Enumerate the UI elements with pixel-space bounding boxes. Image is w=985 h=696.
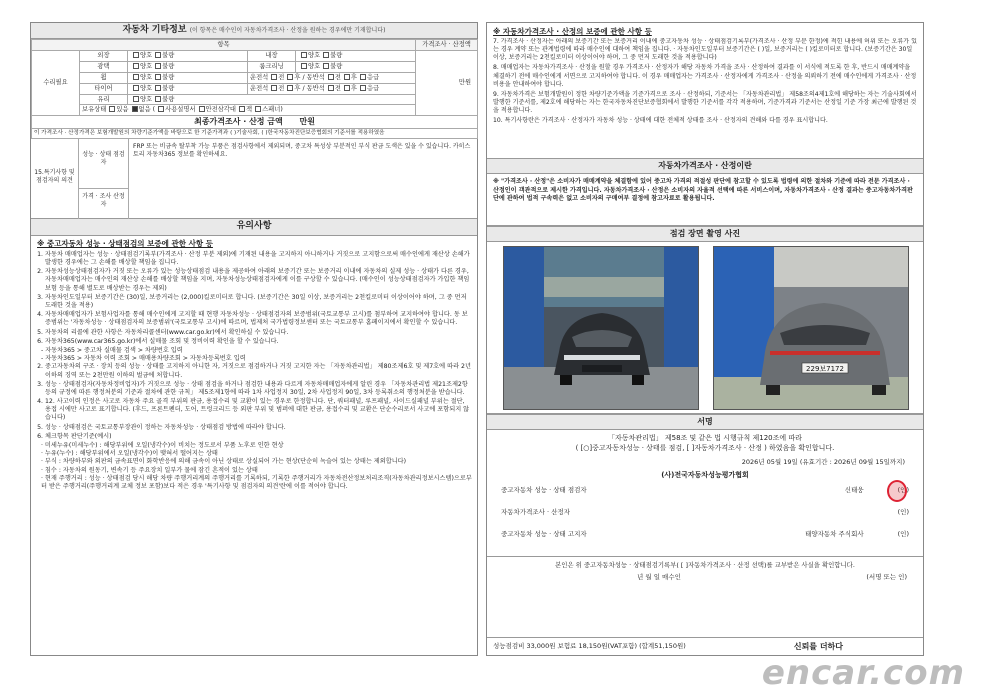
- etc-info-title: 자동차 기타정보 (이 항목은 매수인이 자동차가격조사 · 산정을 원하는 경우에만 기재합니다): [31, 23, 477, 39]
- row-room-clean: 룸크리닝: [248, 61, 296, 72]
- checkbox[interactable]: [301, 63, 307, 69]
- checkbox[interactable]: [239, 106, 245, 112]
- checkbox[interactable]: [271, 74, 277, 80]
- price-definition: ※ "가격조사 · 산정"은 소비자가 매매계약을 체결함에 있어 중고차 가격의 적절성 판단에 참고할 수 있도록 법령에 의한 절차와 기준에 따라 전문 가격조사 · 산정인이 객관적으로 제시한 가격입니다. 자동차가격조사 · 산정은 소비자의 자율적 선택에 따른 서비스이며, 자동차가격조사 · 산정 결과는 중고자동차가격판단에 관하여 법적 구속력은 없고 소비자의 구매여부 결정에 참고자료로 활용됩니다.: [487, 174, 923, 226]
- price-definition-title: 자동차가격조사 · 산정이란: [487, 158, 923, 174]
- owned-items: 보유상태 있음 없음 ( 사용설명서 안전삼각대 잭 스패너): [80, 105, 416, 116]
- seal-stamp: [887, 480, 907, 502]
- checkbox[interactable]: [287, 85, 293, 91]
- note-item: 5. 자동차의 리콜에 관한 사항은 자동차리콜센터(www.car.go.kr)에서 확인하실 수 있습니다.: [45, 329, 471, 337]
- interior-options: 양호 불량: [296, 51, 416, 62]
- notes-list-2: [31, 363, 477, 441]
- signers: [487, 486, 923, 556]
- note-item: 6. 체크항목 판단기준(예시): [45, 433, 471, 441]
- price-guarantee-items: [487, 38, 923, 158]
- checkbox[interactable]: [360, 74, 366, 80]
- checkbox[interactable]: [155, 85, 161, 91]
- fee-text: 성능점검비 33,000원 보험료 18,150원(VAT포함) (합계51,150원): [493, 642, 686, 651]
- sign-line-2: ( [○]중고자동차성능 · 상태를 점검, [ ]자동차가격조사 · 산정 ) 하였음을 확인합니다.: [575, 444, 835, 453]
- checkbox[interactable]: [109, 106, 115, 112]
- checkbox[interactable]: [287, 74, 293, 80]
- checkbox[interactable]: [323, 52, 329, 58]
- notes-list: [31, 251, 477, 346]
- checkbox[interactable]: [133, 74, 139, 80]
- checkbox[interactable]: [323, 63, 329, 69]
- criteria-item: · 미세누유(미세누수) : 해당부위에 오일(냉각수)이 비치는 정도로서 부품 노후로 인한 현상: [41, 442, 284, 449]
- frp-note: FRP 또는 비금속 탈부착 가능 부품은 점검사항에서 제외되며, 중고차 특성상 부분적인 부식 판금 도색은 있을 수 있습니다. 카히스토리 자동차365 정보를 확인하세요.: [133, 143, 471, 159]
- tire-positions: 운전석 전 후 / 동반석 전 후 응급: [248, 83, 416, 94]
- note-item: 1. 자동차 매매업자는 성능 · 상태점검기록부(가격조사 · 산정 부분 제외)에 기재된 내용을 고지하지 아니하거나 거짓으로 고지함으로써 매수인에게 재산상 손해가 발생한 경우에는 그 손해를 배상할 책임을 집니다.: [45, 251, 471, 267]
- etc-info-table: [31, 39, 478, 139]
- note-sub: - 자동차365 > 자동차 이력 조회 > 매매용차량조회 > 자동차등록번호 입력: [41, 355, 246, 363]
- note-item: 3. 자동차인도일부터 보증기간은 (30)일, 보증거리는 (2,000)킬로미터로 합니다. (보증기간은 30일 이상, 보증거리는 2천킬로미터 이상이어야 하며, 그 중 먼저 도래한 것을 적용): [45, 294, 471, 310]
- checkbox[interactable]: [328, 74, 334, 80]
- signer-row: 중고자동차 성능 · 상태 고지자 태양자동차 주식회사 (인): [501, 529, 909, 538]
- guarantee-item: 10. 특기사항란은 가격조사 · 산정자가 자동차 성능 · 상태에 대한 전체적 상태를 조사 · 산정자의 견해와 다를 경우 표시합니다.: [493, 116, 828, 124]
- trust-slogan: 신뢰를 더하다: [793, 641, 843, 651]
- checkbox[interactable]: [301, 52, 307, 58]
- note-item: 2. 자동차성능상태점검자가 거짓 또는 오류가 있는 성능상태점검 내용을 제공하여 아래의 보증기간 또는 보증거리 이내에 자동차의 실제 성능 · 상태가 다른 경우, 자동차매매업자는 매수인의 재산상 손해를 배상할 책임을 지며, 자동차성능상태점검자에게 이를 구상할 수 있습니다. (매수인이 성능상태점검자가 가입한 책임보험 등을 통해 별도로 배상받는 경우는 제외): [45, 268, 471, 293]
- note-item: 5. 성능 · 상태점검은 국토교통부장관이 정하는 자동차성능 · 상태점검 방법에 따라야 합니다.: [45, 424, 471, 432]
- wheel-options: 양호 불량: [128, 72, 248, 83]
- note-item: 4. 12. 사고이력 인정은 사고로 자동차 주요 골격 부위의 판금, 용접수리 및 교환이 있는 경우로 한정합니다. 단, 쿼터패널, 루프패널, 사이드실패널 부위는 절단, 용접 시에만 사고로 표기합니다. (후드, 프론트펜더, 도어, 트렁크리드 등 외판 부위 및 범퍼에 대한 판금, 용접수리 및 교환은 단순수리로서 사고에 포함되지 않습니다): [45, 398, 471, 423]
- criteria-item: · 부식 : 차량하부와 외판의 금속표면이 화학반응에 의해 금속이 아닌 상태로 상실되어 가는 현상(단순히 녹슬어 있는 상태는 제외합니다): [41, 458, 407, 466]
- col-item-header: 항목: [32, 40, 416, 51]
- wheel-positions: 운전석 전 후 / 동반석 전 후 응급: [248, 72, 416, 83]
- rear-photo: [713, 246, 909, 410]
- caution-notes: [31, 236, 477, 633]
- note-item: 2. 중고자동차의 구조 · 장치 등의 성능 · 상태를 고지하지 아니한 자, 거짓으로 점검하거나 거짓 고지한 자는 「자동차관리법」 제80조제6호 및 제7호에 따라 2년 이하의 징역 또는 2천만원 이하의 벌금에 처합니다.: [45, 363, 471, 379]
- receipt-date-row: 년 월 일 매수인 (서명 또는 인): [637, 572, 907, 581]
- criteria-item: · 침수 : 자동차의 원동기, 변속기 등 주요장치 일부가 물에 잠긴 흔적이 있는 상태: [41, 466, 258, 474]
- glass-options: 양호 불량: [128, 94, 416, 105]
- room-clean-options: 양호 불량: [296, 61, 416, 72]
- right-panel: [486, 22, 924, 656]
- row-tire: 타이어: [80, 83, 128, 94]
- row-glass: 유리: [80, 94, 128, 105]
- checkbox[interactable]: [133, 96, 139, 102]
- signer-row: 자동차가격조사 · 산정자 (인): [501, 507, 909, 516]
- special-remarks-label: 15.특기사항 및 점검자의 의견: [31, 139, 79, 219]
- note-item: 6. 자동차365(www.car365.go.kr)에서 실매물 조회 및 정비이력 확인을 할 수 있습니다.: [45, 338, 471, 346]
- basis-line: 이 가격조사 · 산정가격은 보험개발원의 차량기준가액을 바탕으로 한 기준가격과 ( )기술사회, ( )한국자동차진단보증협회의 기준서를 적용하였음: [32, 129, 478, 139]
- caution-title: 유의사항: [31, 219, 477, 235]
- brand-watermark: encar.com: [761, 652, 965, 693]
- tire-options: 양호 불량: [128, 83, 248, 94]
- guarantee-item: 7. 가격조사 · 산정자는 아래의 보증기간 또는 보증거리 이내에 중고자동차 성능 · 상태점검기록부(가격조사 · 산정 부분 한정)에 적힌 내용에 허위 또는 오류가 있는 경우 계약 또는 관계법령에 따라 매수인에 대하여 책임을 집니다. · 자동차인도일부터 보증기간은 ( )일, 보증거리는 ( )킬로미터로 합니다. (보증기간은 30일 이상, 보증거리는 2천킬로미터 이상이어야 하며, 그 중 먼저 도래한 것을 적용합니다): [493, 38, 917, 62]
- note-sub: - 자동차365 > 중고차 실매물 검색 > 차량번호 입력: [41, 346, 183, 354]
- checkbox[interactable]: [344, 85, 350, 91]
- checkbox[interactable]: [255, 106, 261, 112]
- checkbox[interactable]: [328, 85, 334, 91]
- issue-date: 2026년 05월 19일 (유효기간 : 2026년 09월 15일까지): [741, 457, 905, 466]
- signer-row: 중고자동차 성능 · 상태 점검자 신태웅 (인): [501, 485, 909, 494]
- checkbox-checked[interactable]: [132, 106, 138, 112]
- exterior-options: 양호 불량: [128, 51, 248, 62]
- checkbox[interactable]: [155, 52, 161, 58]
- license-plate: 229보7172: [806, 365, 844, 374]
- gloss-options: 양호 불량: [128, 61, 248, 72]
- sign-line-1: 「자동차관리법」 제58조 및 같은 법 시행규칙 제120조에 따라: [608, 434, 802, 443]
- checkbox[interactable]: [199, 106, 205, 112]
- photo-title: 점검 장면 촬영 사진: [487, 226, 923, 242]
- checkbox[interactable]: [155, 96, 161, 102]
- special-remarks: [31, 139, 477, 219]
- notes-heading: ※ 중고자동차 성능 · 상태점검의 보증에 관한 사항 등: [37, 238, 213, 248]
- checkbox[interactable]: [133, 63, 139, 69]
- guarantee-item: 9. 자동차가격은 보험개발원이 정한 차량기준가액을 기준가격으로 조사 · 산정하되, 기준서는 「자동차관리법」 제58조의4제1호에 해당하는 자는 기술사회에서 발행한 기준서를, 제2호에 해당하는 자는 한국자동차진단보증협회에서 발행한 기준서를 각각 적용하며, 기준가격과 기준서는 산정일 기준 가장 최근에 발행된 것을 적용합니다.: [493, 90, 917, 114]
- row-wheel: 휠: [80, 72, 128, 83]
- row-gloss: 광택: [80, 61, 128, 72]
- guarantee-item: 8. 매매업자는 자동차가격조사 · 산정을 원할 경우 가격조사 · 산정자가 해당 자동차 가격을 조사 · 산정하여 결과를 이 서식에 적도록 한 후, 반드시 매매계약을 체결하기 전에 매수인에게 서면으로 고지하여야 합니다. 이 경우 매매업자는 가격조사 · 산정자에게 가격조사 · 산정을 의뢰하기 전에 매수인에게 가격조사 · 산정 비용을 안내하여야 합니다.: [493, 64, 917, 88]
- price-won: 만원: [416, 51, 478, 116]
- checkbox[interactable]: [133, 52, 139, 58]
- repair-group-label: 수리필요: [32, 51, 80, 116]
- left-panel: [30, 22, 478, 656]
- front-car-image: [504, 247, 699, 410]
- checkbox[interactable]: [158, 106, 164, 112]
- checkbox[interactable]: [360, 85, 366, 91]
- checkbox[interactable]: [155, 63, 161, 69]
- criteria-item: · 누유(누수) : 해당부위에서 오일(냉각수)이 맺혀서 떨어지는 상태: [41, 450, 218, 458]
- row-interior: 내장: [248, 51, 296, 62]
- checkbox[interactable]: [271, 85, 277, 91]
- note-item: 4. 자동차매매업자가 보험사업자를 통해 매수인에게 고지할 때 현행 자동차성능 · 상태점검자의 보증범위(국토교통부 고시)를 첨부하여 교지하여야 합니다. 동 보증범위는 '자동차성능 · 상태점검자의 보증범위'(국토교통부 고시)에 따르며, 법제처 국가법령정보센터 또는 국토교통부 홈페이지에서 확인할 수 있습니다.: [45, 311, 471, 327]
- checkbox[interactable]: [155, 74, 161, 80]
- sign-title: 서명: [487, 414, 923, 430]
- col-price-header: 가격조사 · 산정액: [416, 40, 478, 51]
- checkbox[interactable]: [133, 85, 139, 91]
- checkbox[interactable]: [344, 74, 350, 80]
- criteria-item: · 현재 주행거리 : 성능 · 상태점검 당시 해당 차량 주행거리계의 주행거리를 기록하되, 기록한 주행거리가 자동차전산정보처리조직(자동차관리정보시스템)으로부터 받은 주행거리(주행거리계 교체 정보 포함)보다 적은 경우 '특기사항 및 점검자의 의견'란에 이를 적어야 합니다.: [41, 474, 472, 490]
- final-price-row: 최종가격조사 · 산정 금액 만원: [32, 116, 478, 129]
- issuer-org: (사)전국자동차성능평가협회: [661, 471, 749, 479]
- photo-area: [487, 242, 923, 414]
- receipt-line: 본인은 위 중고자동차성능 · 상태점검기록부( [ ]자동차가격조사 · 산정 선택)를 교부받은 사실을 확인합니다.: [487, 556, 923, 569]
- row-exterior: 외장: [80, 51, 128, 62]
- perf-checker-label: 성능 · 상태 점검자: [79, 139, 129, 189]
- front-photo: [503, 246, 699, 410]
- note-item: 3. 성능 · 상태점검자(자동차정비업자)가 거짓으로 성능 · 상태 점검을 하거나 점검한 내용과 다르게 자동차매매업자에게 알린 경우 「자동차관리법 제21조제2항 등의 규정에 따른 행정처분의 기준과 절차에 관한 규칙」 제5조제1항에 따라 1차 사업정지 30일, 2차 사업정지 90일, 3차 등록취소의 행정처분을 받습니다.: [45, 381, 471, 397]
- rear-car-image: [714, 247, 909, 410]
- price-guarantee-heading: ※ 자동차가격조사 · 산정의 보증에 관한 사항 등: [493, 27, 652, 36]
- price-checker-label: 가격 · 조사 산정자: [79, 189, 129, 219]
